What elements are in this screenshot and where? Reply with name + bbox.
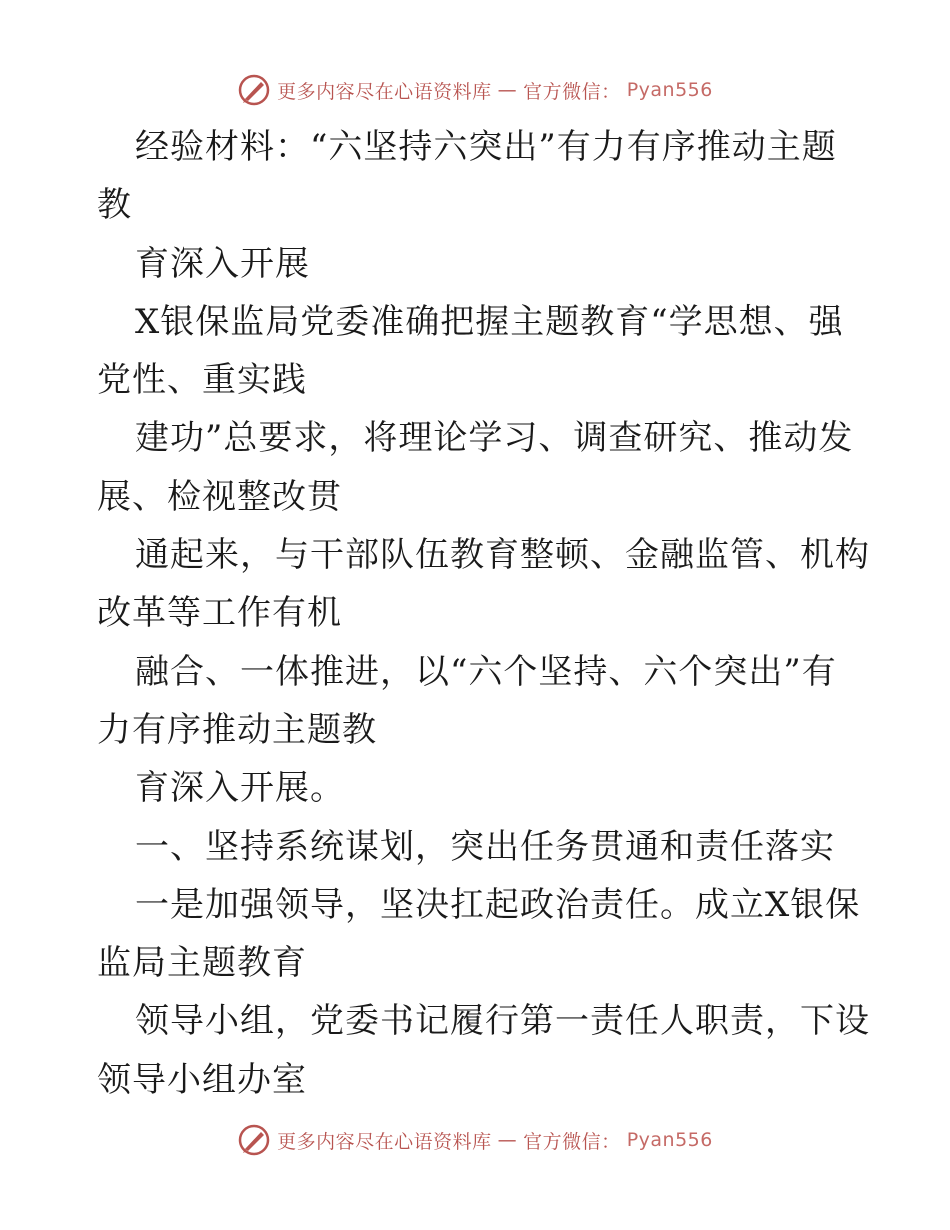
text-line: 通起来，与干部队伍教育整顿、金融监管、机构	[135, 535, 870, 576]
quill-pen-logo-icon	[237, 73, 271, 107]
watermark-brand: 更多内容尽在心语资料库	[277, 80, 492, 103]
text-line: X银保监局党委准确把握主题教育“学思想、强	[135, 301, 844, 342]
text-line: 育深入开展。	[135, 768, 345, 809]
quill-pen-logo-icon	[237, 1123, 271, 1157]
watermark-wechat-id: Pyan556	[626, 1129, 713, 1151]
text-line: 力有序推动主题教	[97, 709, 377, 750]
text-line: 展、检视整改贯	[97, 476, 342, 517]
watermark-header	[0, 68, 950, 112]
text-line: 育深入开展	[135, 243, 310, 284]
watermark-label: 官方微信：	[523, 1130, 621, 1153]
watermark-separator: —	[497, 79, 518, 101]
text-line: 领导小组办室	[97, 1059, 307, 1100]
text-line: 建功”总要求，将理论学习、调查研究、推动发	[135, 418, 854, 459]
watermark-footer	[0, 1118, 950, 1162]
watermark-brand: 更多内容尽在心语资料库	[277, 1130, 492, 1153]
text-line: 融合、一体推进，以“六个坚持、六个突出”有	[135, 651, 837, 692]
text-line: 监局主题教育	[97, 943, 307, 984]
watermark-label: 官方微信：	[523, 80, 621, 103]
text-line: 领导小组，党委书记履行第一责任人职责，下设	[135, 1001, 870, 1042]
watermark-wechat-id: Pyan556	[626, 79, 713, 101]
watermark-separator: —	[497, 1129, 518, 1151]
text-line: 党性、重实践	[97, 360, 307, 401]
text-line: 一是加强领导，坚决扛起政治责任。成立X银保	[135, 884, 861, 925]
text-line: 经验材料：“六坚持六突出”有力有序推动主题	[135, 127, 837, 167]
text-line: 一、坚持系统谋划，突出任务贯通和责任落实	[135, 826, 835, 867]
text-line: 改革等工作有机	[97, 593, 342, 634]
document-body	[97, 118, 870, 1109]
text-line: 教	[97, 185, 132, 226]
